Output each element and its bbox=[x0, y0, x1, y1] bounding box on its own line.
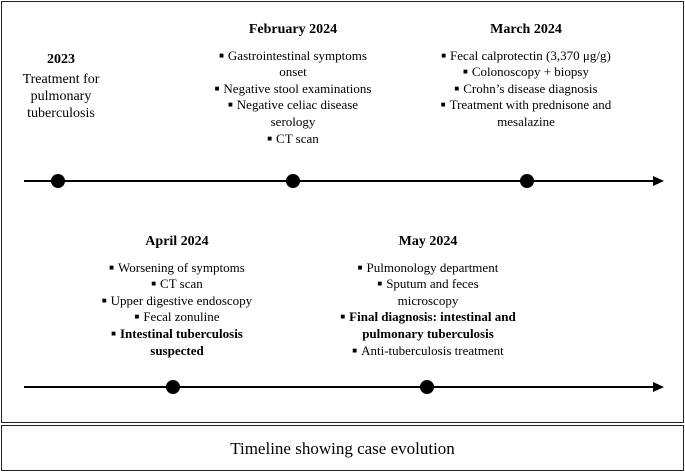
timeline-marker-feb-2024 bbox=[286, 174, 300, 188]
event-item: ■ Fecal zonuline bbox=[134, 309, 220, 325]
bullet-icon: ■ bbox=[441, 50, 447, 60]
bullet-icon: ■ bbox=[377, 279, 383, 289]
event-item-highlight: ■ Final diagnosis: intestinal and pulmonary tuberculosis bbox=[340, 309, 516, 341]
caption-box bbox=[1, 425, 684, 471]
event-item: ■ CT scan bbox=[267, 130, 319, 146]
event-title: February 2024 bbox=[248, 22, 338, 37]
timeline-marker-may-2024 bbox=[420, 380, 434, 394]
bullet-icon: ■ bbox=[151, 279, 157, 289]
event-item: ■ Gastrointestinal symptoms onset bbox=[219, 47, 367, 80]
bullet-icon: ■ bbox=[109, 262, 115, 272]
bullet-icon: ■ bbox=[352, 345, 358, 355]
timeline-axis-bottom bbox=[24, 386, 654, 388]
bullet-icon: ■ bbox=[454, 83, 460, 93]
bullet-icon: ■ bbox=[340, 312, 346, 322]
bullet-icon: ■ bbox=[463, 67, 468, 77]
event-item: ■ Negative stool examinations bbox=[214, 80, 372, 96]
event-item: ■ Fecal calprotectin (3,370 μg/g) bbox=[441, 47, 611, 63]
arrow-head-bottom-icon bbox=[653, 382, 664, 392]
event-item: ■ Crohn’s disease diagnosis bbox=[454, 80, 598, 96]
event-item: ■ Upper digestive endoscopy bbox=[101, 292, 253, 308]
event-title: 2023 bbox=[47, 52, 75, 67]
timeline-panel bbox=[1, 1, 684, 423]
event-item: ■ Treatment with prednisone and mesalazine bbox=[440, 97, 612, 129]
bullet-icon: ■ bbox=[267, 133, 273, 143]
bullet-icon: ■ bbox=[111, 328, 116, 338]
figure-caption: Timeline showing case evolution bbox=[230, 439, 455, 458]
event-title: May 2024 bbox=[398, 234, 458, 249]
event-line: pulmonary bbox=[30, 88, 92, 104]
event-item: ■ Worsening of symptoms bbox=[109, 259, 245, 275]
bullet-icon: ■ bbox=[440, 100, 446, 110]
bullet-icon: ■ bbox=[357, 262, 363, 272]
timeline-axis-top bbox=[24, 180, 654, 182]
event-title: April 2024 bbox=[145, 234, 209, 249]
event-item: ■ Negative celiac disease serology bbox=[227, 97, 359, 129]
arrow-head-top-icon bbox=[653, 176, 664, 186]
event-may-2024 bbox=[328, 234, 528, 359]
event-line: tuberculosis bbox=[27, 105, 95, 121]
bullet-icon: ■ bbox=[214, 83, 220, 93]
event-apr-2024 bbox=[82, 234, 272, 359]
timeline-marker-mar-2024 bbox=[520, 174, 534, 188]
event-feb-2024 bbox=[198, 22, 388, 147]
timeline-marker-apr-2024 bbox=[166, 380, 180, 394]
event-item: ■ Colonoscopy + biopsy bbox=[463, 64, 589, 80]
bullet-icon: ■ bbox=[219, 50, 224, 60]
event-2023 bbox=[2, 52, 120, 122]
bullet-icon: ■ bbox=[101, 295, 107, 305]
event-title: March 2024 bbox=[490, 22, 562, 37]
event-item: ■ CT scan bbox=[151, 276, 203, 292]
bullet-icon: ■ bbox=[227, 100, 233, 110]
event-line: Treatment for bbox=[22, 71, 100, 87]
bullet-icon: ■ bbox=[134, 312, 140, 322]
event-item-highlight: ■ Intestinal tuberculosis suspected bbox=[111, 325, 243, 358]
event-item: ■ Sputum and feces microscopy bbox=[377, 276, 479, 308]
event-mar-2024 bbox=[432, 22, 620, 131]
event-item: ■ Pulmonology department bbox=[357, 259, 499, 275]
timeline-marker-2023 bbox=[51, 174, 65, 188]
event-item: ■ Anti-tuberculosis treatment bbox=[352, 342, 504, 358]
